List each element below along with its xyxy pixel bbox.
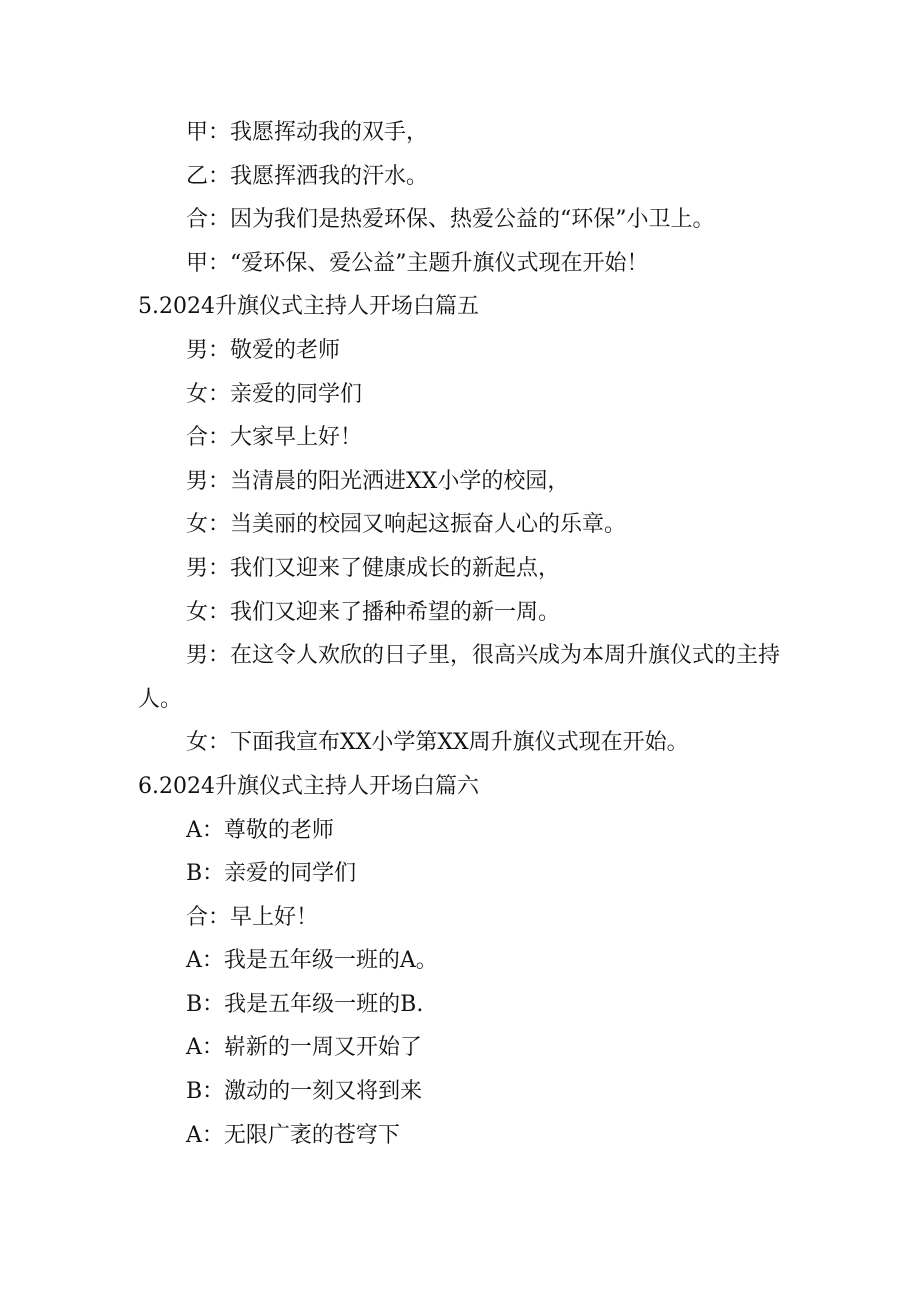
dialogue-line: 女：下面我宣布XX小学第XX周升旗仪式现在开始。 [186,730,689,756]
section-heading: 5.2024升旗仪式主持人开场白篇五 [138,294,479,320]
dialogue-line: 男：我们又迎来了健康成长的新起点， [186,555,561,581]
dialogue-line: B：我是五年级一班的B. [186,991,424,1017]
dialogue-line: 女：我们又迎来了播种希望的新一周。 [186,599,561,625]
dialogue-line: A：尊敬的老师 [186,817,334,843]
document-body [138,111,788,1157]
dialogue-line: 合：早上好！ [186,904,319,930]
dialogue-line: 合：大家早上好！ [186,425,363,451]
dialogue-line: 女：亲爱的同学们 [186,381,363,407]
dialogue-line: 甲：我愿挥动我的双手， [186,120,429,145]
dialogue-line: 男：敬爱的老师 [186,337,341,363]
dialogue-line: 男：当清晨的阳光洒进XX小学的校园， [186,468,570,494]
dialogue-line: A：我是五年级一班的A。 [186,948,438,974]
section-heading: 6.2024升旗仪式主持人开场白篇六 [138,773,479,799]
dialogue-line: 甲：“爱环保、爱公益”主题升旗仪式现在开始！ [186,250,649,276]
dialogue-line: B：激动的一刻又将到来 [186,1079,423,1105]
dialogue-line: 男：在这令人欢欣的日子里，很高兴成为本周升旗仪式的主持人。 [138,643,781,712]
dialogue-line: A：无限广袤的苍穹下 [186,1122,400,1148]
dialogue-line: B：亲爱的同学们 [186,861,357,887]
dialogue-line: 乙：我愿挥洒我的汗水。 [186,163,429,189]
dialogue-line: 合：因为我们是热爱环保、热爱公益的“环保”小卫上。 [186,207,715,233]
dialogue-line: A：崭新的一周又开始了 [186,1035,422,1061]
dialogue-line: 女：当美丽的校园又响起这振奋人心的乐章。 [186,512,627,538]
